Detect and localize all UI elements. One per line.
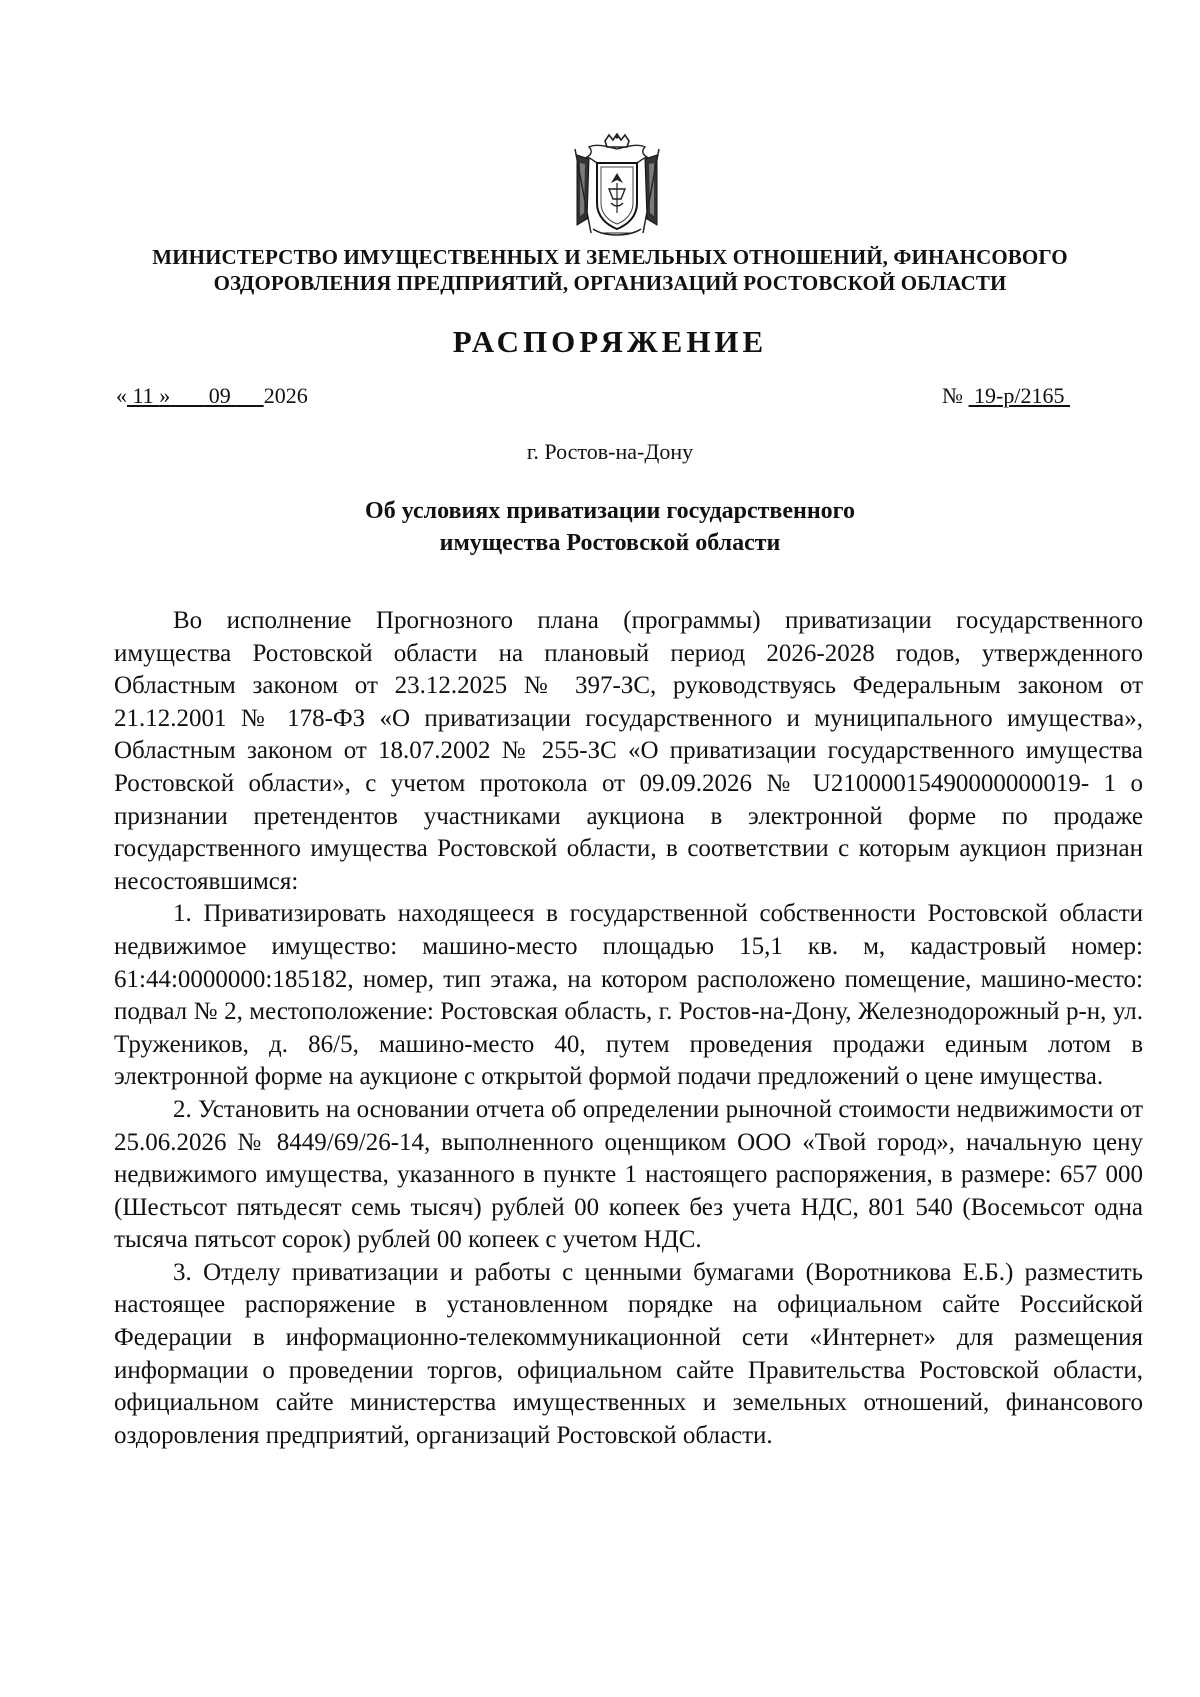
document-number [942,382,1070,410]
item-2-paragraph: 2. Установить на основании отчета об определении рыночной стоимости недвижимости от 25.06.2026 № 8449/69/26-14, выполненного оценщиком ООО «Твой город», начальную цену недвижимого имущества, указанного в пункте 1 настоящего распоряжения, в размере: 657 000 (Шестьсот пятьдесят семь тысяч) рублей 00 копеек без учета НДС, 801 540 (Восемьсот одна тысяча пятьсот сорок) рублей 00 копеек с учетом НДС. [114,1095,1143,1254]
rostov-region-coat-of-arms-icon [571,133,663,241]
date-open-quote: « [116,383,127,408]
document-city: г. Ростов-на-Дону [526,439,694,464]
title-line-2: имущества Ростовской области [439,530,781,556]
number-prefix: № [942,383,964,408]
date-day: 11 [127,383,160,408]
intro-paragraph: Во исполнение Прогнозного плана (программы) приватизации государственного имущества Ростовской области на плановый период 2026-2028 годов, утвержденного Областным законом от 23.12.2025 № 397-ЗС, руководствуясь Федеральным законом от 21.12.2001 № 178-ФЗ «О приватизации государственного и муниципального имущества», Областным законом от 18.07.2002 № 255-ЗС «О приватизации государственного имущества Ростовской области», с учетом протокола от 09.09.2026 № U21000015490000000019- 1 о признании претендентов участниками аукциона в электронной форме по продаже государственного имущества Ростовской области, в соответствии с которым аукцион признан несостоявшимся: [114,607,1143,895]
title-line-1: Об условиях приватизации государственного [365,498,855,524]
number-value: 19-р/2165 [968,383,1070,408]
date-close-quote: » [159,383,171,408]
date-month: 09 [203,383,237,408]
document-type-heading: РАСПОРЯЖЕНИЕ [452,324,768,359]
ministry-line-1: МИНИСТЕРСТВО ИМУЩЕСТВЕННЫХ И ЗЕМЕЛЬНЫХ ОТНОШЕНИЙ, ФИНАНСОВОГО [152,245,1068,269]
ministry-line-2: ОЗДОРОВЛЕНИЯ ПРЕДПРИЯТИЙ, ОРГАНИЗАЦИЙ РОСТОВСКОЙ ОБЛАСТИ [213,271,1007,295]
item-3-paragraph: 3. Отделу приватизации и работы с ценными бумагами (Воротникова Е.Б.) разместить настоящее распоряжение в установленном порядке на официальном сайте Российской Федерации в информационно-телекоммуникационной сети «Интернет» для размещения информации о проведении торгов, официальном сайте Правительства Ростовской области, официальном сайте министерства имущественных и земельных отношений, финансового оздоровления предприятий, организаций Ростовской области. [114,1258,1143,1449]
document-title [110,495,1110,559]
document-date [116,382,308,410]
document-body [114,605,1143,1452]
ministry-name [110,244,1110,296]
item-1-paragraph: 1. Приватизировать находящееся в государственной собственности Ростовской области недвижимое имущество: машино-место площадью 15,1 кв. м, кадастровый номер: 61:44:0000000:185182, номер, тип этажа, на котором расположено помещение, машино-место: подвал № 2, местоположение: Ростовская область, г. Ростов-на-Дону, Железнодорожный р-н, ул. Тружеников, д. 86/5, машино-место 40, путем проведения продажи единым лотом в электронной форме на аукционе с открытой формой подачи предложений о цене имущества. [114,900,1143,1091]
date-year: 2026 [263,383,308,408]
